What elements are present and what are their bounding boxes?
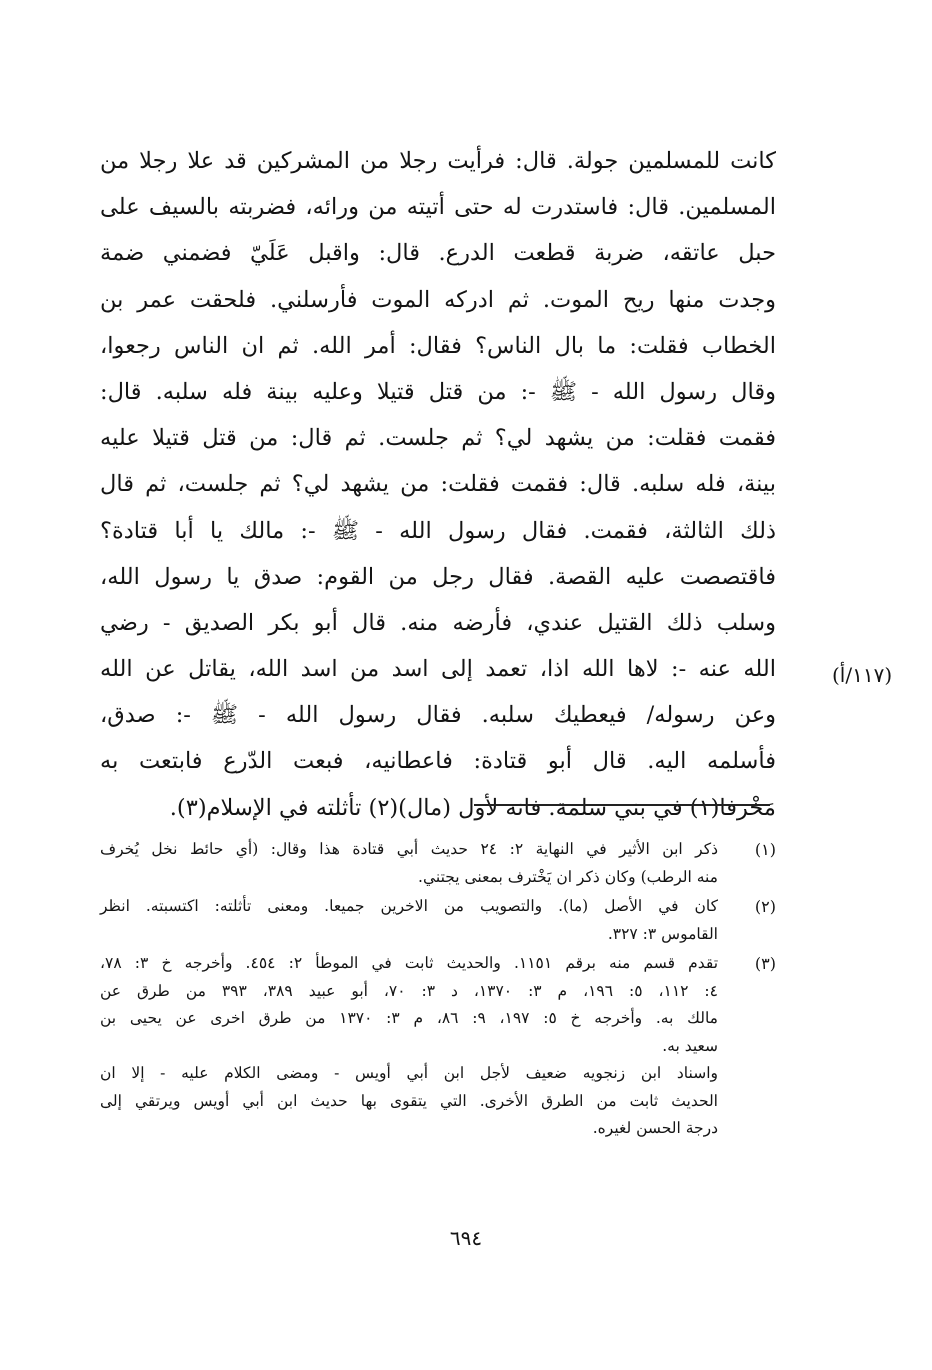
main-text-line: الخطاب فقلت: ما بال الناس؟ فقال: أمر الله. ثم ان الناس رجعوا،: [100, 332, 776, 359]
footnote-body: [100, 893, 718, 948]
main-text-line: فاقتصصت عليه القصة. فقال رجل من القوم: صدق يا رسول الله،: [100, 563, 776, 590]
main-text-line: وسلب ذلك القتيل عندي، فأرضه منه. قال أبو بكر الصديق - رضي: [100, 609, 776, 636]
main-text-line: ذلك الثالثة، فقمت. فقال رسول الله - ﷺ -: مالك يا أبا قتادة؟: [100, 517, 776, 544]
footnote-line: القاموس ٣: ٣٢٧.: [607, 924, 718, 943]
footnote-line: منه الرطب) وكان ذكر ان يَخْترف بمعنى يجتني.: [418, 867, 718, 886]
footnote-line: كان في الأصل (ما). والتصويب من الاخرين جميعا. ومعنى تأثلته: اكتسبته. انظر: [100, 897, 718, 915]
main-text-line: فقمت فقلت: من يشهد لي؟ ثم جلست. ثم قال: من قتل قتيلا عليه: [100, 425, 776, 452]
main-text-line: فأسلمه اليه. قال أبو قتادة: فاعطانيه، فبعت الدّرع فابتعت به: [100, 748, 776, 775]
footnote-number: (٢): [754, 897, 776, 916]
main-text-block: [100, 138, 776, 831]
footnote-line: تقدم قسم منه برقم ١١٥١. والحديث ثابت في الموطأ ٢: ٤٥٤. وأخرجه خ ٣: ٧٨،: [100, 954, 719, 972]
footnote-body: [100, 836, 718, 891]
footnote-separator: [474, 804, 770, 806]
page-number: ٦٩٤: [449, 1226, 483, 1250]
main-text-line: وجدت منها ريح الموت. ثم ادركه الموت فأرسلني. فلحقت عمر بن: [100, 286, 776, 313]
footnote-line: مالك به. وأخرجه خ ٥: ١٩٧، ٩: ٨٦، م ٣: ١٣٧٠ من طرق اخرى عن يحيى بن: [100, 1009, 718, 1027]
main-text-line: كانت للمسلمين جولة. قال: فرأيت رجلا من المشركين قد علا رجلا من: [100, 148, 776, 174]
footnote-line: واسناد ابن زنجويه ضعيف لأجل ابن أبي أويس - ومضى الكلام عليه - إلا ان: [100, 1064, 718, 1082]
footnote-line: الحديث ثابت من الطرق الأخرى. التي يتقوى بها حديث ابن أبي أويس ويرتقي إلى: [100, 1091, 718, 1110]
main-text-line: الله عنه -: لاها الله اذا، تعمد إلى اسد من اسد الله، يقاتل عن الله: [100, 656, 776, 683]
footnote-line: ٤: ١١٢، ٥: ١٩٦، م ٣: ١٣٧٠، د ٣: ٧٠، أبو عبيد ٣٨٩، ٣٩٣ من طرق عن: [100, 981, 718, 1000]
main-text-line: المسلمين. قال: فاستدرت له حتى أتيته من ورائه، فضربته بالسيف على: [100, 194, 776, 221]
footnote-number: (١): [754, 840, 776, 859]
main-text-line: مَخْرفا(١) في بني سلمة. فانه لأول (مال)(٢) تأثلته في الإسلام(٣).: [169, 794, 776, 821]
main-text-line: وقال رسول الله - ﷺ -: من قتل قتيلا وعليه بينة فله سلبه. قال:: [100, 378, 776, 405]
footnote-2: [100, 893, 776, 948]
main-text-line: حبل عاتقه، ضربة قطعت الدرع. قال: واقبل عَلَيّ فضمني ضمة: [100, 240, 776, 267]
footnote-line: درجة الحسن لغيره.: [592, 1119, 718, 1137]
main-text-line: بينة، فله سلبه. قال: فقمت فقلت: من يشهد لي؟ ثم جلست، ثم قال: [100, 471, 776, 498]
footnotes-block: [100, 836, 776, 1145]
footnote-line: ذكر ابن الأثير في النهاية ٢: ٢٤ حديث أبي قتادة هذا وقال: (أي حائط نخل يُخرف: [100, 840, 718, 858]
footnote-3: [100, 950, 776, 1143]
footnote-body: [100, 950, 718, 1143]
main-text-line: وعن رسوله/ فيعطيك سلبه. فقال رسول الله - ﷺ -: صدق،: [100, 702, 776, 729]
footnote-1: [100, 836, 776, 891]
footnote-line: سعيد به.: [662, 1036, 718, 1055]
footnote-number: (٣): [754, 954, 776, 973]
manuscript-folio-marker: (١١٧/أ): [832, 663, 893, 687]
